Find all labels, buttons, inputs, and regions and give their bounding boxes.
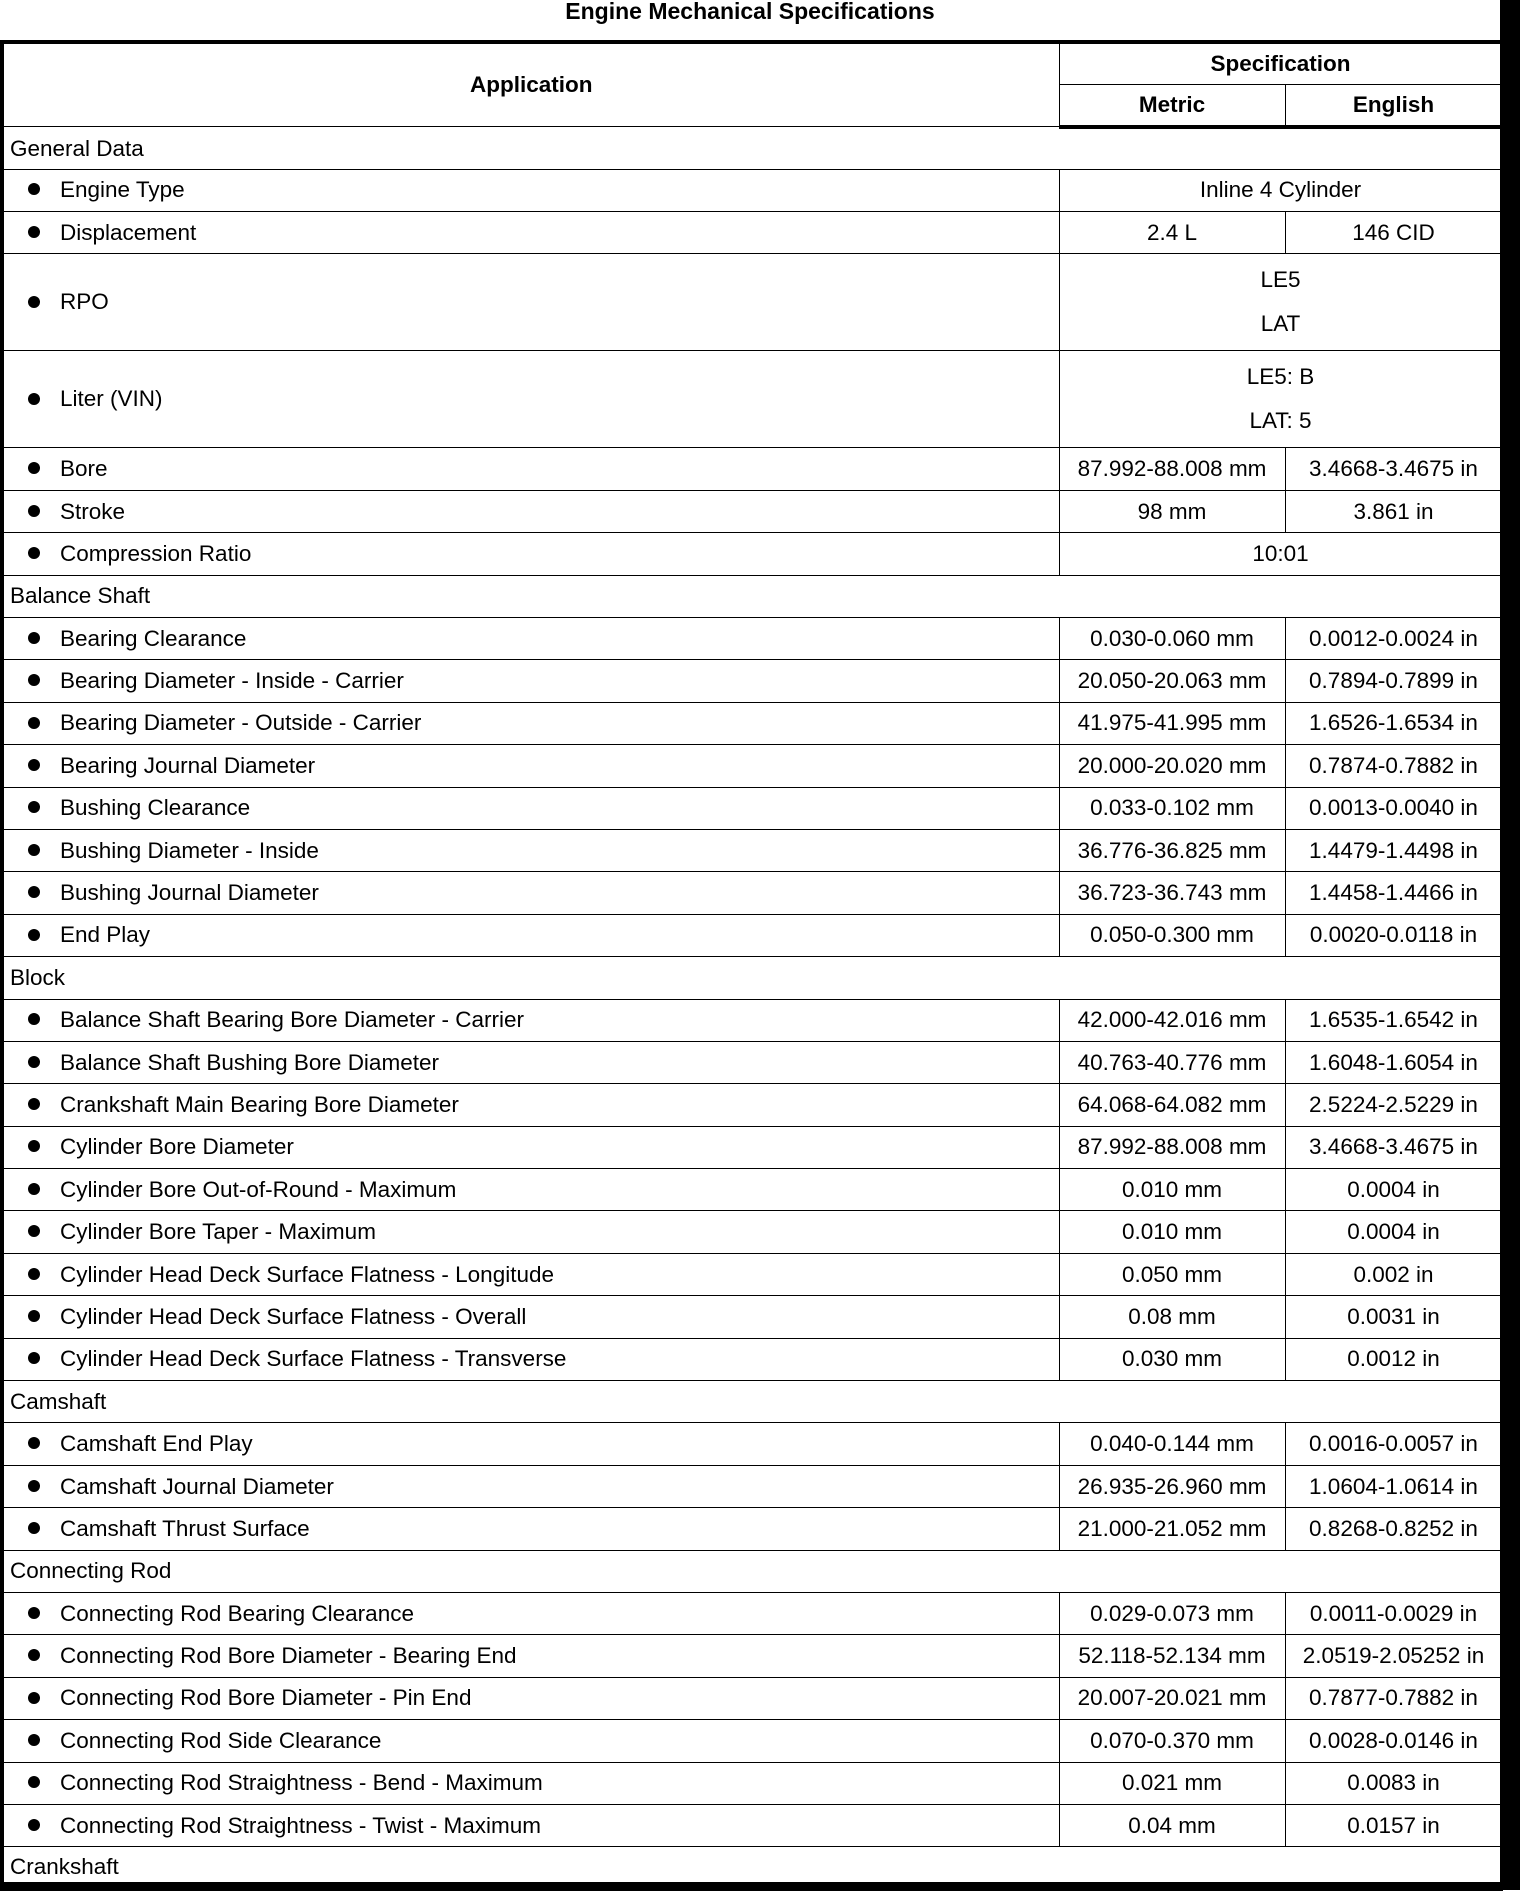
application-cell	[2, 1084, 1059, 1126]
table-row	[2, 1338, 1502, 1380]
bullet-icon	[28, 1607, 40, 1619]
application-cell	[2, 533, 1059, 575]
metric-value: 0.010 mm	[1059, 1169, 1285, 1211]
table-row	[2, 660, 1502, 702]
application-cell	[2, 787, 1059, 829]
table-row	[2, 1677, 1502, 1719]
section-row	[2, 957, 1502, 999]
metric-value: 21.000-21.052 mm	[1059, 1508, 1285, 1550]
table-row	[2, 745, 1502, 787]
metric-value: 20.000-20.020 mm	[1059, 745, 1285, 787]
application-cell	[2, 1169, 1059, 1211]
spec-line: LAT: 5	[1249, 408, 1312, 434]
bullet-icon	[28, 1819, 40, 1831]
english-value: 0.002 in	[1285, 1253, 1502, 1295]
bullet-icon	[28, 1013, 40, 1025]
application-cell	[2, 702, 1059, 744]
application-cell	[2, 914, 1059, 956]
application-label: Compression Ratio	[60, 540, 252, 566]
application-label: Crankshaft Main Bearing Bore Diameter	[60, 1092, 459, 1117]
application-cell	[2, 1593, 1059, 1635]
english-value: 0.0004 in	[1285, 1211, 1502, 1253]
english-value: 0.0031 in	[1285, 1296, 1502, 1338]
application-label: Bearing Clearance	[60, 625, 247, 651]
table-row	[2, 1296, 1502, 1338]
application-cell	[2, 999, 1059, 1041]
english-value: 3.861 in	[1285, 490, 1502, 532]
metric-value: 0.08 mm	[1059, 1296, 1285, 1338]
spec-value: Inline 4 Cylinder	[1059, 169, 1502, 211]
table-row	[2, 914, 1502, 956]
application-cell	[2, 351, 1059, 448]
english-value: 0.0012 in	[1285, 1338, 1502, 1380]
application-cell	[2, 1423, 1059, 1465]
table-row	[2, 1211, 1502, 1253]
section-title: Balance Shaft	[2, 575, 1502, 617]
spec-value	[1059, 254, 1502, 351]
application-label: Bushing Clearance	[60, 795, 251, 821]
section-title: Crankshaft	[2, 1847, 1502, 1889]
metric-value: 87.992-88.008 mm	[1059, 448, 1285, 490]
application-cell	[2, 1041, 1059, 1083]
bullet-icon	[28, 886, 40, 898]
application-label: Liter (VIN)	[60, 386, 163, 412]
table-row	[2, 1126, 1502, 1168]
english-value: 1.6048-1.6054 in	[1285, 1041, 1502, 1083]
bullet-icon	[28, 393, 40, 405]
table-row	[2, 999, 1502, 1041]
application-cell	[2, 1677, 1059, 1719]
table-row	[2, 490, 1502, 532]
table-row	[2, 1041, 1502, 1083]
section-row	[2, 1381, 1502, 1423]
table-row	[2, 1720, 1502, 1762]
application-label: Camshaft Thrust Surface	[60, 1515, 310, 1541]
bullet-icon	[28, 462, 40, 474]
application-cell	[2, 1338, 1059, 1380]
english-value: 0.7877-0.7882 in	[1285, 1677, 1502, 1719]
table-row	[2, 448, 1502, 490]
spec-value	[1059, 351, 1502, 448]
table-row	[2, 618, 1502, 660]
english-value: 0.7874-0.7882 in	[1285, 745, 1502, 787]
application-label: RPO	[60, 289, 109, 315]
bullet-icon	[28, 296, 40, 308]
metric-value: 42.000-42.016 mm	[1059, 999, 1285, 1041]
application-cell	[2, 745, 1059, 787]
bullet-icon	[28, 1649, 40, 1661]
section-title: Block	[2, 957, 1502, 999]
metric-value: 0.010 mm	[1059, 1211, 1285, 1253]
metric-value: 0.070-0.370 mm	[1059, 1720, 1285, 1762]
table-row	[2, 872, 1502, 914]
application-cell	[2, 1296, 1059, 1338]
section-row	[2, 575, 1502, 617]
table-row	[2, 212, 1502, 254]
english-header: English	[1285, 84, 1502, 126]
table-row	[2, 1423, 1502, 1465]
english-value: 0.0012-0.0024 in	[1285, 618, 1502, 660]
bullet-icon	[28, 1225, 40, 1237]
table-row	[2, 829, 1502, 871]
table-row	[2, 1635, 1502, 1677]
application-cell	[2, 1465, 1059, 1507]
bullet-icon	[28, 183, 40, 195]
bullet-icon	[28, 1480, 40, 1492]
bullet-icon	[28, 1056, 40, 1068]
bullet-icon	[28, 1734, 40, 1746]
bullet-icon	[28, 1522, 40, 1534]
bullet-icon	[28, 505, 40, 517]
application-cell	[2, 1211, 1059, 1253]
metric-value: 0.030 mm	[1059, 1338, 1285, 1380]
bullet-icon	[28, 1437, 40, 1449]
application-cell	[2, 254, 1059, 351]
english-value: 0.7894-0.7899 in	[1285, 660, 1502, 702]
table-row	[2, 351, 1502, 448]
bullet-icon	[28, 929, 40, 941]
metric-value: 0.033-0.102 mm	[1059, 787, 1285, 829]
application-cell	[2, 490, 1059, 532]
application-label: Camshaft End Play	[60, 1431, 253, 1457]
metric-value: 0.04 mm	[1059, 1804, 1285, 1846]
metric-value: 0.021 mm	[1059, 1762, 1285, 1804]
table-row	[2, 1465, 1502, 1507]
english-value: 1.6526-1.6534 in	[1285, 702, 1502, 744]
bullet-icon	[28, 1140, 40, 1152]
bullet-icon	[28, 1098, 40, 1110]
metric-value: 36.776-36.825 mm	[1059, 829, 1285, 871]
spec-line: LAT	[1260, 311, 1301, 337]
english-value: 3.4668-3.4675 in	[1285, 448, 1502, 490]
english-value: 1.6535-1.6542 in	[1285, 999, 1502, 1041]
spec-line: LE5	[1260, 267, 1301, 293]
application-label: Connecting Rod Side Clearance	[60, 1727, 382, 1753]
bullet-icon	[28, 1310, 40, 1322]
table-row	[2, 1804, 1502, 1846]
english-value: 0.0004 in	[1285, 1169, 1502, 1211]
english-value: 1.4479-1.4498 in	[1285, 829, 1502, 871]
bullet-icon	[28, 547, 40, 559]
metric-value: 36.723-36.743 mm	[1059, 872, 1285, 914]
metric-value: 2.4 L	[1059, 212, 1285, 254]
bullet-icon	[28, 759, 40, 771]
application-cell	[2, 1508, 1059, 1550]
spec-table	[0, 40, 1503, 1891]
table-row	[2, 254, 1502, 351]
application-label: Connecting Rod Bore Diameter - Bearing End	[60, 1643, 517, 1669]
spec-stack	[1062, 267, 1500, 337]
table-row	[2, 787, 1502, 829]
application-cell	[2, 1762, 1059, 1804]
application-label: Bearing Diameter - Inside - Carrier	[60, 668, 404, 694]
bullet-icon	[28, 801, 40, 813]
metric-value: 52.118-52.134 mm	[1059, 1635, 1285, 1677]
application-label: Cylinder Bore Taper - Maximum	[60, 1219, 376, 1245]
english-value: 3.4668-3.4675 in	[1285, 1126, 1502, 1168]
application-label: Connecting Rod Bore Diameter - Pin End	[60, 1685, 472, 1711]
metric-value: 0.029-0.073 mm	[1059, 1593, 1285, 1635]
table-row	[2, 702, 1502, 744]
application-label: Balance Shaft Bearing Bore Diameter - Carrier	[60, 1007, 524, 1033]
table-row	[2, 1762, 1502, 1804]
bullet-icon	[28, 1352, 40, 1364]
application-label: End Play	[60, 922, 151, 948]
specification-header: Specification	[1059, 42, 1502, 84]
application-label: Camshaft Journal Diameter	[60, 1473, 334, 1499]
section-title: Connecting Rod	[2, 1550, 1502, 1592]
application-label: Bore	[60, 456, 108, 482]
table-row	[2, 1253, 1502, 1295]
metric-value: 87.992-88.008 mm	[1059, 1126, 1285, 1168]
spec-stack	[1062, 364, 1500, 434]
application-cell	[2, 872, 1059, 914]
english-value: 0.0157 in	[1285, 1804, 1502, 1846]
bottom-border	[0, 1882, 1520, 1890]
application-cell	[2, 1126, 1059, 1168]
table-row	[2, 1508, 1502, 1550]
right-border	[1500, 0, 1520, 1890]
metric-header: Metric	[1059, 84, 1285, 126]
application-label: Connecting Rod Straightness - Twist - Maximum	[60, 1812, 542, 1838]
english-value: 0.0016-0.0057 in	[1285, 1423, 1502, 1465]
application-label: Bearing Diameter - Outside - Carrier	[60, 710, 422, 736]
table-row	[2, 1169, 1502, 1211]
english-value: 146 CID	[1285, 212, 1502, 254]
metric-value: 20.050-20.063 mm	[1059, 660, 1285, 702]
bullet-icon	[28, 1692, 40, 1704]
table-row	[2, 1593, 1502, 1635]
page-title: Engine Mechanical Specifications	[565, 0, 935, 24]
application-label: Cylinder Head Deck Surface Flatness - Longitude	[60, 1261, 555, 1287]
application-cell	[2, 212, 1059, 254]
metric-value: 26.935-26.960 mm	[1059, 1465, 1285, 1507]
english-value: 0.0013-0.0040 in	[1285, 787, 1502, 829]
metric-value: 40.763-40.776 mm	[1059, 1041, 1285, 1083]
metric-value: 20.007-20.021 mm	[1059, 1677, 1285, 1719]
section-row	[2, 1550, 1502, 1592]
table-row	[2, 169, 1502, 211]
section-row	[2, 127, 1502, 169]
bullet-icon	[28, 844, 40, 856]
english-value: 0.0028-0.0146 in	[1285, 1720, 1502, 1762]
application-label: Balance Shaft Bushing Bore Diameter	[60, 1049, 439, 1075]
bullet-icon	[28, 674, 40, 686]
application-cell	[2, 1720, 1059, 1762]
application-cell	[2, 169, 1059, 211]
metric-value: 64.068-64.082 mm	[1059, 1084, 1285, 1126]
metric-value: 0.050-0.300 mm	[1059, 914, 1285, 956]
section-title: Camshaft	[2, 1381, 1502, 1423]
spec-line: LE5: B	[1246, 364, 1315, 390]
english-value: 2.5224-2.5229 in	[1285, 1084, 1502, 1126]
english-value: 1.4458-1.4466 in	[1285, 872, 1502, 914]
metric-value: 41.975-41.995 mm	[1059, 702, 1285, 744]
application-cell	[2, 829, 1059, 871]
application-cell	[2, 618, 1059, 660]
spec-value: 10:01	[1059, 533, 1502, 575]
english-value: 1.0604-1.0614 in	[1285, 1465, 1502, 1507]
english-value: 0.0011-0.0029 in	[1285, 1593, 1502, 1635]
bullet-icon	[28, 1183, 40, 1195]
bullet-icon	[28, 226, 40, 238]
table-row	[2, 533, 1502, 575]
application-label: Bushing Journal Diameter	[60, 880, 319, 906]
metric-value: 98 mm	[1059, 490, 1285, 532]
english-value: 0.0020-0.0118 in	[1285, 914, 1502, 956]
application-label: Cylinder Bore Diameter	[60, 1134, 294, 1160]
application-label: Cylinder Head Deck Surface Flatness - Transverse	[60, 1346, 567, 1372]
english-value: 0.8268-0.8252 in	[1285, 1508, 1502, 1550]
english-value: 0.0083 in	[1285, 1762, 1502, 1804]
application-header: Application	[2, 42, 1059, 127]
application-cell	[2, 1635, 1059, 1677]
metric-value: 0.030-0.060 mm	[1059, 618, 1285, 660]
application-cell	[2, 1253, 1059, 1295]
application-label: Connecting Rod Bearing Clearance	[60, 1600, 414, 1626]
application-cell	[2, 1804, 1059, 1846]
table-row	[2, 1084, 1502, 1126]
application-cell	[2, 448, 1059, 490]
application-label: Cylinder Head Deck Surface Flatness - Overall	[60, 1303, 527, 1329]
application-label: Engine Type	[60, 177, 185, 203]
application-label: Bearing Journal Diameter	[60, 752, 316, 778]
metric-value: 0.040-0.144 mm	[1059, 1423, 1285, 1465]
bullet-icon	[28, 1776, 40, 1788]
bullet-icon	[28, 1268, 40, 1280]
application-label: Displacement	[60, 219, 197, 245]
english-value: 2.0519-2.05252 in	[1285, 1635, 1502, 1677]
application-label: Connecting Rod Straightness - Bend - Maximum	[60, 1770, 543, 1796]
application-label: Stroke	[60, 498, 126, 524]
section-title: General Data	[2, 127, 1502, 169]
bullet-icon	[28, 632, 40, 644]
bullet-icon	[28, 717, 40, 729]
metric-value: 0.050 mm	[1059, 1253, 1285, 1295]
application-label: Bushing Diameter - Inside	[60, 837, 319, 863]
application-label: Cylinder Bore Out-of-Round - Maximum	[60, 1176, 457, 1202]
application-cell	[2, 660, 1059, 702]
